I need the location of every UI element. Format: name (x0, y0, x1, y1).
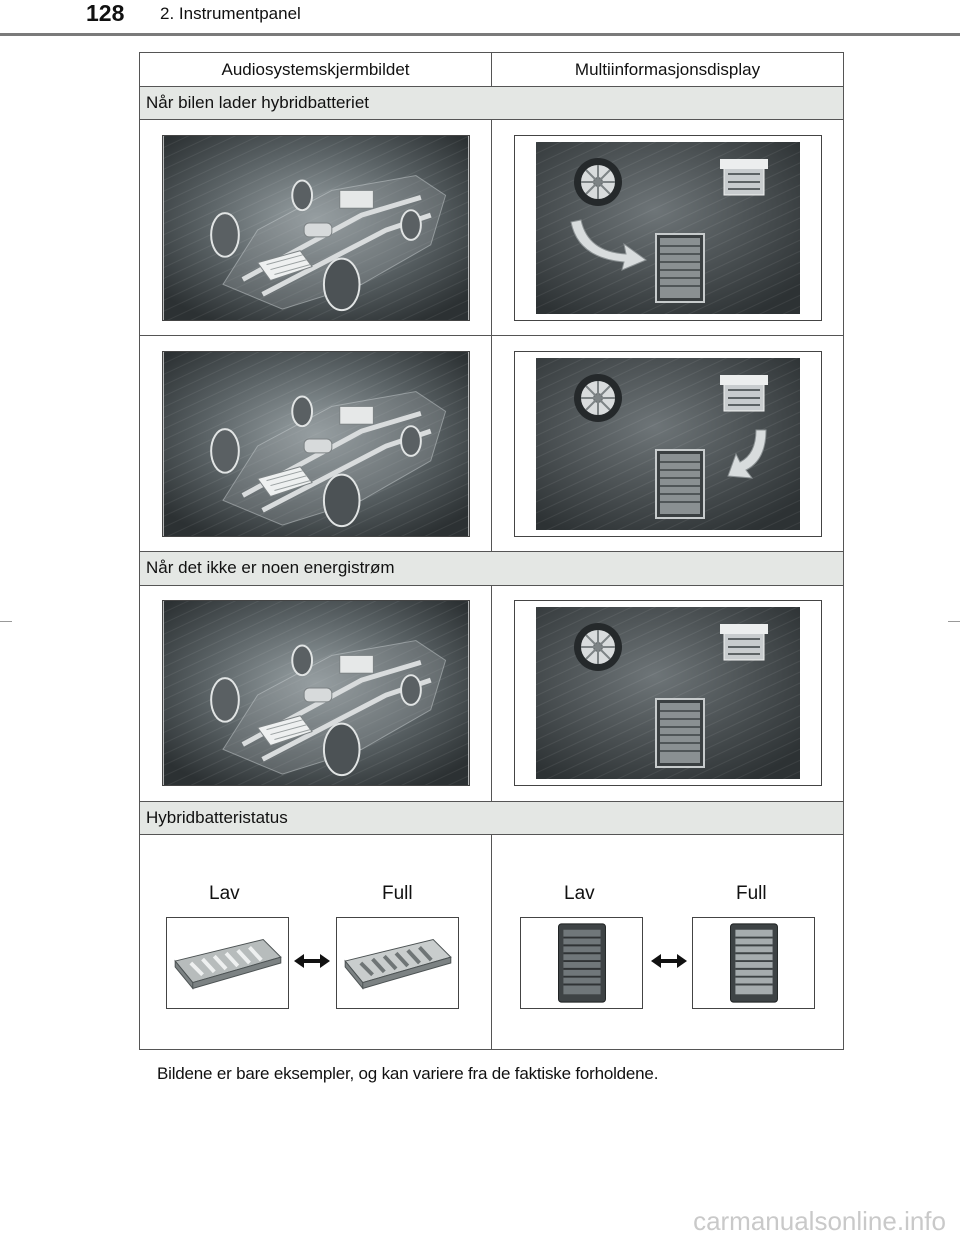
cell-audio-charging-2 (140, 336, 492, 552)
battery-icon-full (692, 917, 815, 1009)
header-rule (0, 33, 960, 36)
cell-multiinfo-no-flow (492, 585, 844, 801)
battery-icon-low (520, 917, 643, 1009)
page-header (0, 0, 960, 36)
section-no-energy-flow: Når det ikke er noen energistrøm (140, 552, 844, 585)
cell-multiinfo-battery-status (492, 834, 844, 1049)
col-header-audio: Audiosystemskjermbildet (140, 53, 492, 87)
col-header-multiinfo: Multiinformasjonsdisplay (492, 53, 844, 87)
crop-mark-right (948, 621, 960, 622)
double-arrow-icon (649, 951, 689, 971)
label-full: Full (382, 882, 413, 904)
cell-audio-charging-1 (140, 120, 492, 336)
cell-multiinfo-charging-1 (492, 120, 844, 336)
section-battery-status: Hybridbatteristatus (140, 801, 844, 834)
cell-audio-battery-status (140, 834, 492, 1049)
cell-audio-no-flow (140, 585, 492, 801)
section-charging: Når bilen lader hybridbatteriet (140, 87, 844, 120)
section-title: 2. Instrumentpanel (160, 4, 301, 23)
energy-monitor-table (139, 52, 844, 1050)
crop-mark-left (0, 621, 12, 622)
label-low: Lav (209, 882, 240, 904)
cell-multiinfo-charging-2 (492, 336, 844, 552)
label-full: Full (736, 882, 767, 904)
double-arrow-icon (292, 951, 332, 971)
multiinfo-screen-image (514, 600, 822, 786)
car-chassis-image (162, 135, 470, 321)
footer-note: Bildene er bare eksempler, og kan variere fra de faktiske forholdene. (157, 1064, 659, 1083)
multiinfo-screen-image (514, 351, 822, 537)
battery-icon-full (336, 917, 459, 1009)
watermark: carmanualsonline.info (693, 1206, 946, 1236)
battery-icon-low (166, 917, 289, 1009)
page-number: 128 (86, 0, 125, 26)
car-chassis-image (162, 600, 470, 786)
multiinfo-screen-image (514, 135, 822, 321)
label-low: Lav (564, 882, 595, 904)
car-chassis-image (162, 351, 470, 537)
